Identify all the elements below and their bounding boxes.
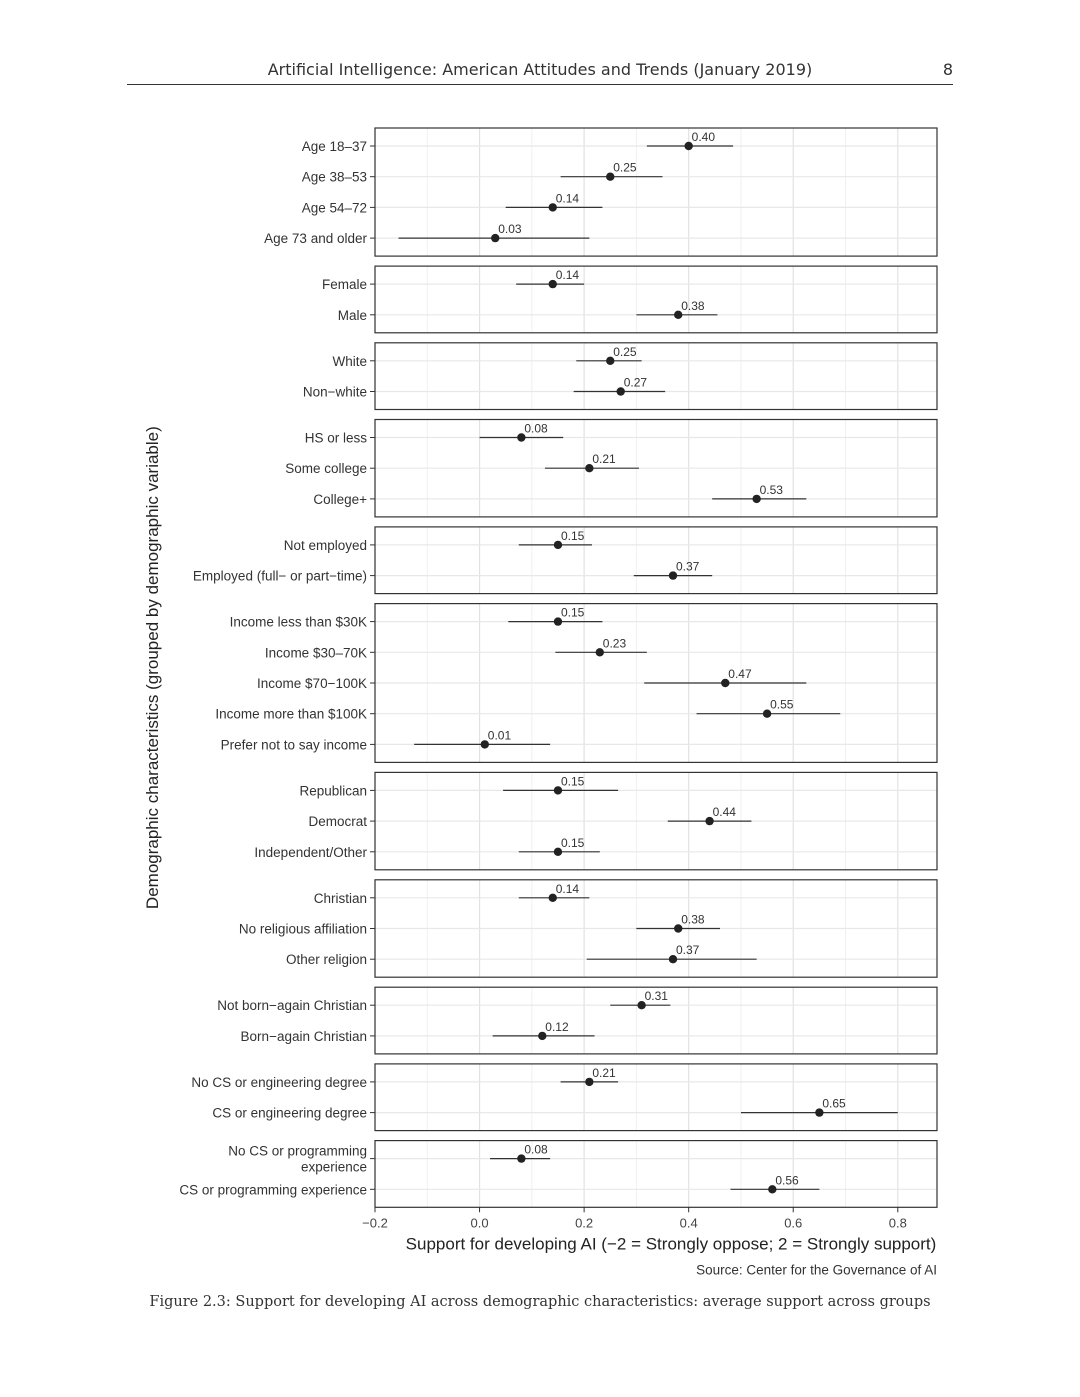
x-axis bbox=[362, 1207, 937, 1277]
row-label: No religious affiliation bbox=[238, 921, 367, 937]
page-number: 8 bbox=[942, 60, 953, 79]
y-axis-title: Demographic characteristics (grouped by demographic variable) bbox=[143, 426, 162, 910]
running-title: Artificial Intelligence: American Attitudes and Trends (January 2019) bbox=[267, 60, 813, 79]
x-tick-label: −0.2 bbox=[362, 1215, 388, 1231]
value-label: 0.38 bbox=[681, 298, 705, 313]
panel-3 bbox=[303, 343, 937, 410]
value-label: 0.44 bbox=[712, 805, 736, 820]
row-label: Age 54–72 bbox=[301, 200, 367, 216]
value-label: 0.55 bbox=[770, 697, 794, 712]
row-label: Male bbox=[337, 307, 367, 323]
panel-11 bbox=[179, 1141, 937, 1208]
row-label: HS or less bbox=[304, 430, 367, 446]
row-label: Not employed bbox=[283, 537, 367, 553]
value-label: 0.12 bbox=[545, 1019, 569, 1034]
panel-2 bbox=[322, 266, 937, 333]
panel-background bbox=[375, 128, 937, 256]
panel-5 bbox=[193, 527, 937, 594]
value-label: 0.31 bbox=[644, 989, 668, 1004]
value-label: 0.21 bbox=[592, 1065, 616, 1080]
row-label: Born−again Christian bbox=[240, 1028, 367, 1044]
panel-background bbox=[375, 1064, 937, 1131]
row-label: Christian bbox=[313, 890, 367, 906]
row-label: Age 73 and older bbox=[264, 231, 367, 247]
row-label: Age 38–53 bbox=[301, 169, 367, 185]
row-label: Income $30–70K bbox=[264, 645, 367, 661]
source-note: Source: Center for the Governance of AI bbox=[696, 1262, 937, 1278]
x-tick-label: 0.6 bbox=[784, 1215, 803, 1231]
x-tick-label: 0.8 bbox=[888, 1215, 907, 1231]
x-tick-label: 0.2 bbox=[575, 1215, 594, 1231]
panel-background bbox=[375, 1141, 937, 1208]
row-label: Some college bbox=[285, 461, 367, 477]
value-label: 0.14 bbox=[555, 881, 580, 896]
value-label: 0.37 bbox=[675, 943, 700, 958]
row-label: Income more than $100K bbox=[215, 706, 367, 722]
row-label: Independent/Other bbox=[254, 844, 367, 860]
row-label: CS or engineering degree bbox=[212, 1105, 367, 1121]
value-label: 0.40 bbox=[691, 130, 716, 144]
row-label-cont: experience bbox=[300, 1159, 367, 1175]
row-label: Not born−again Christian bbox=[217, 998, 367, 1014]
value-label: 0.08 bbox=[524, 1142, 548, 1157]
value-label: 0.27 bbox=[623, 375, 648, 390]
row-label: CS or programming experience bbox=[179, 1182, 367, 1198]
row-label: Democrat bbox=[308, 814, 367, 830]
value-label: 0.15 bbox=[560, 774, 585, 789]
value-label: 0.14 bbox=[555, 191, 580, 206]
figure-caption: Figure 2.3: Support for developing AI across demographic characteristics: average support across groups bbox=[149, 1294, 931, 1310]
panel-7 bbox=[254, 772, 937, 869]
value-label: 0.15 bbox=[560, 835, 585, 850]
row-label: Female bbox=[321, 277, 367, 293]
value-label: 0.15 bbox=[560, 528, 585, 543]
value-label: 0.38 bbox=[681, 912, 705, 927]
row-label: Income $70−100K bbox=[257, 676, 367, 691]
value-label: 0.65 bbox=[822, 1096, 846, 1111]
value-label: 0.56 bbox=[775, 1173, 799, 1188]
row-label: No CS or programming bbox=[228, 1143, 367, 1159]
panel-background bbox=[375, 527, 937, 594]
x-tick-label: 0.4 bbox=[679, 1215, 698, 1231]
row-label: College+ bbox=[313, 491, 367, 507]
row-label: Other religion bbox=[285, 952, 367, 968]
panel-8 bbox=[239, 880, 937, 977]
value-label: 0.25 bbox=[613, 160, 637, 175]
value-label: 0.03 bbox=[498, 222, 522, 237]
value-label: 0.15 bbox=[560, 605, 585, 620]
row-label: Income less than $30K bbox=[229, 614, 367, 630]
row-label: Republican bbox=[299, 783, 367, 799]
panel-6 bbox=[215, 604, 937, 763]
value-label: 0.37 bbox=[675, 559, 700, 574]
x-axis-title: Support for developing AI (−2 = Strongly oppose; 2 = Strongly support) bbox=[405, 1234, 937, 1254]
value-label: 0.23 bbox=[602, 636, 627, 651]
panel-background bbox=[375, 343, 937, 410]
panel-9 bbox=[217, 987, 937, 1054]
value-label: 0.08 bbox=[524, 421, 548, 436]
value-label: 0.21 bbox=[592, 452, 616, 467]
row-label: White bbox=[332, 353, 367, 369]
row-label: Non−white bbox=[302, 384, 367, 400]
panel-10 bbox=[191, 1064, 937, 1131]
panel-background bbox=[375, 266, 937, 333]
panel-4 bbox=[285, 420, 937, 517]
value-label: 0.47 bbox=[728, 667, 752, 681]
value-label: 0.14 bbox=[555, 268, 580, 283]
x-tick-label: 0.0 bbox=[470, 1215, 489, 1231]
row-label: Prefer not to say income bbox=[220, 737, 367, 753]
value-label: 0.53 bbox=[759, 482, 783, 497]
row-label: Age 18–37 bbox=[301, 139, 367, 154]
row-label: Employed (full− or part−time) bbox=[192, 568, 367, 584]
value-label: 0.25 bbox=[613, 344, 637, 359]
panel-1 bbox=[264, 128, 937, 256]
row-label: No CS or engineering degree bbox=[191, 1074, 367, 1090]
value-label: 0.01 bbox=[487, 728, 512, 743]
